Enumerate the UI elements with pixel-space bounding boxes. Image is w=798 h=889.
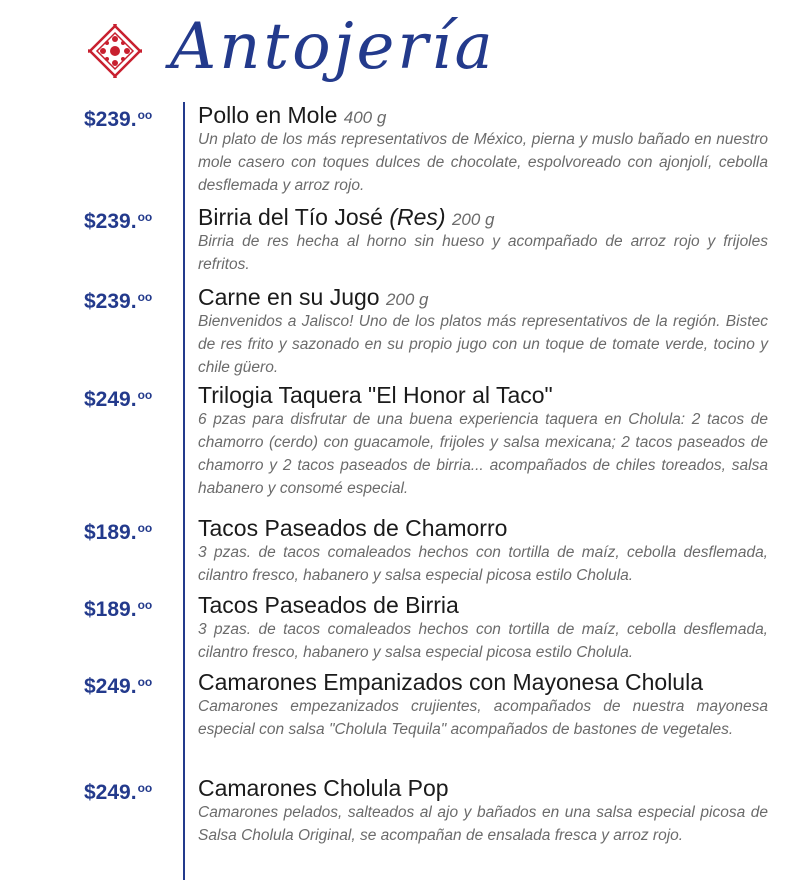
item-weight: 400 g — [343, 108, 387, 127]
item-name: Tacos Paseados de Chamorro — [198, 515, 508, 541]
item-description: Camarones empezanizados crujientes, acompañados de nuestra mayonesa especial con salsa "Cholula Tequila" acompañados de bastones de vegetales. — [198, 698, 768, 738]
item-description: Un plato de los más representativos de México, pierna y muslo bañado en nuestro mole casero con toques dulces de chocolate, espolvoreado con ajonjolí, cebolla desflemada y arroz rojo. — [198, 131, 768, 194]
item-name: Camarones Empanizados con Mayonesa Cholula — [198, 669, 704, 695]
item-name: Camarones Cholula Pop — [198, 775, 449, 801]
item-price: $239.$^{oo}$ — [84, 290, 153, 313]
red-floral-ornament-icon — [88, 24, 142, 78]
item-name: Birria del Tío José (Res) 200 g — [198, 204, 495, 230]
item-description: Birria de res hecha al horno sin hueso y acompañado de arroz rojo y frijoles refritos. — [198, 233, 768, 273]
item-weight: 200 g — [385, 290, 429, 309]
item-price: $249.$^{oo}$ — [84, 675, 153, 698]
item-description: 6 pzas para disfrutar de una buena experiencia taquera en Cholula: 2 tacos de chamorro (cerdo) con guacamole, frijoles y salsa mexicana; 2 tacos paseados de chamorro y 2 tacos paseados de birria... acompañados de chiles toreados, salsa habanero y consomé especial. — [198, 411, 768, 497]
menu-header — [0, 0, 798, 100]
section-title: Antojería — [170, 10, 496, 84]
item-price: $249.$^{oo}$ — [84, 388, 153, 411]
item-price: $189.$^{oo}$ — [84, 521, 153, 544]
item-name: Carne en su Jugo 200 g — [198, 284, 429, 310]
item-weight: 200 g — [451, 210, 495, 229]
item-name: Trilogia Taquera "El Honor al Taco" — [198, 382, 553, 408]
item-description: Bienvenidos a Jalisco! Uno de los platos más representativos de la región. Bistec de res frito y sazonado en su propio jugo con un toque de tomate verde, tocino y chile güero. — [198, 313, 768, 376]
item-name: Tacos Paseados de Birria — [198, 592, 459, 618]
item-description: 3 pzas. de tacos comaleados hechos con tortilla de maíz, cebolla desflemada, cilantro fresco, habanero y salsa especial picosa estilo Cholula. — [198, 544, 768, 584]
vertical-divider — [183, 102, 185, 880]
item-description: 3 pzas. de tacos comaleados hechos con tortilla de maíz, cebolla desflemada, cilantro fresco, habanero y salsa especial picosa estilo Cholula. — [198, 621, 768, 661]
item-price: $189.$^{oo}$ — [84, 598, 153, 621]
item-price: $239.$^{oo}$ — [84, 210, 153, 233]
item-description: Camarones pelados, salteados al ajo y bañados en una salsa especial picosa de Salsa Cholula Original, se acompañan de ensalada fresca y arroz rojo. — [198, 804, 768, 844]
item-price: $249.$^{oo}$ — [84, 781, 153, 804]
item-price: $239.$^{oo}$ — [84, 108, 153, 131]
item-name: Pollo en Mole 400 g — [198, 102, 387, 128]
